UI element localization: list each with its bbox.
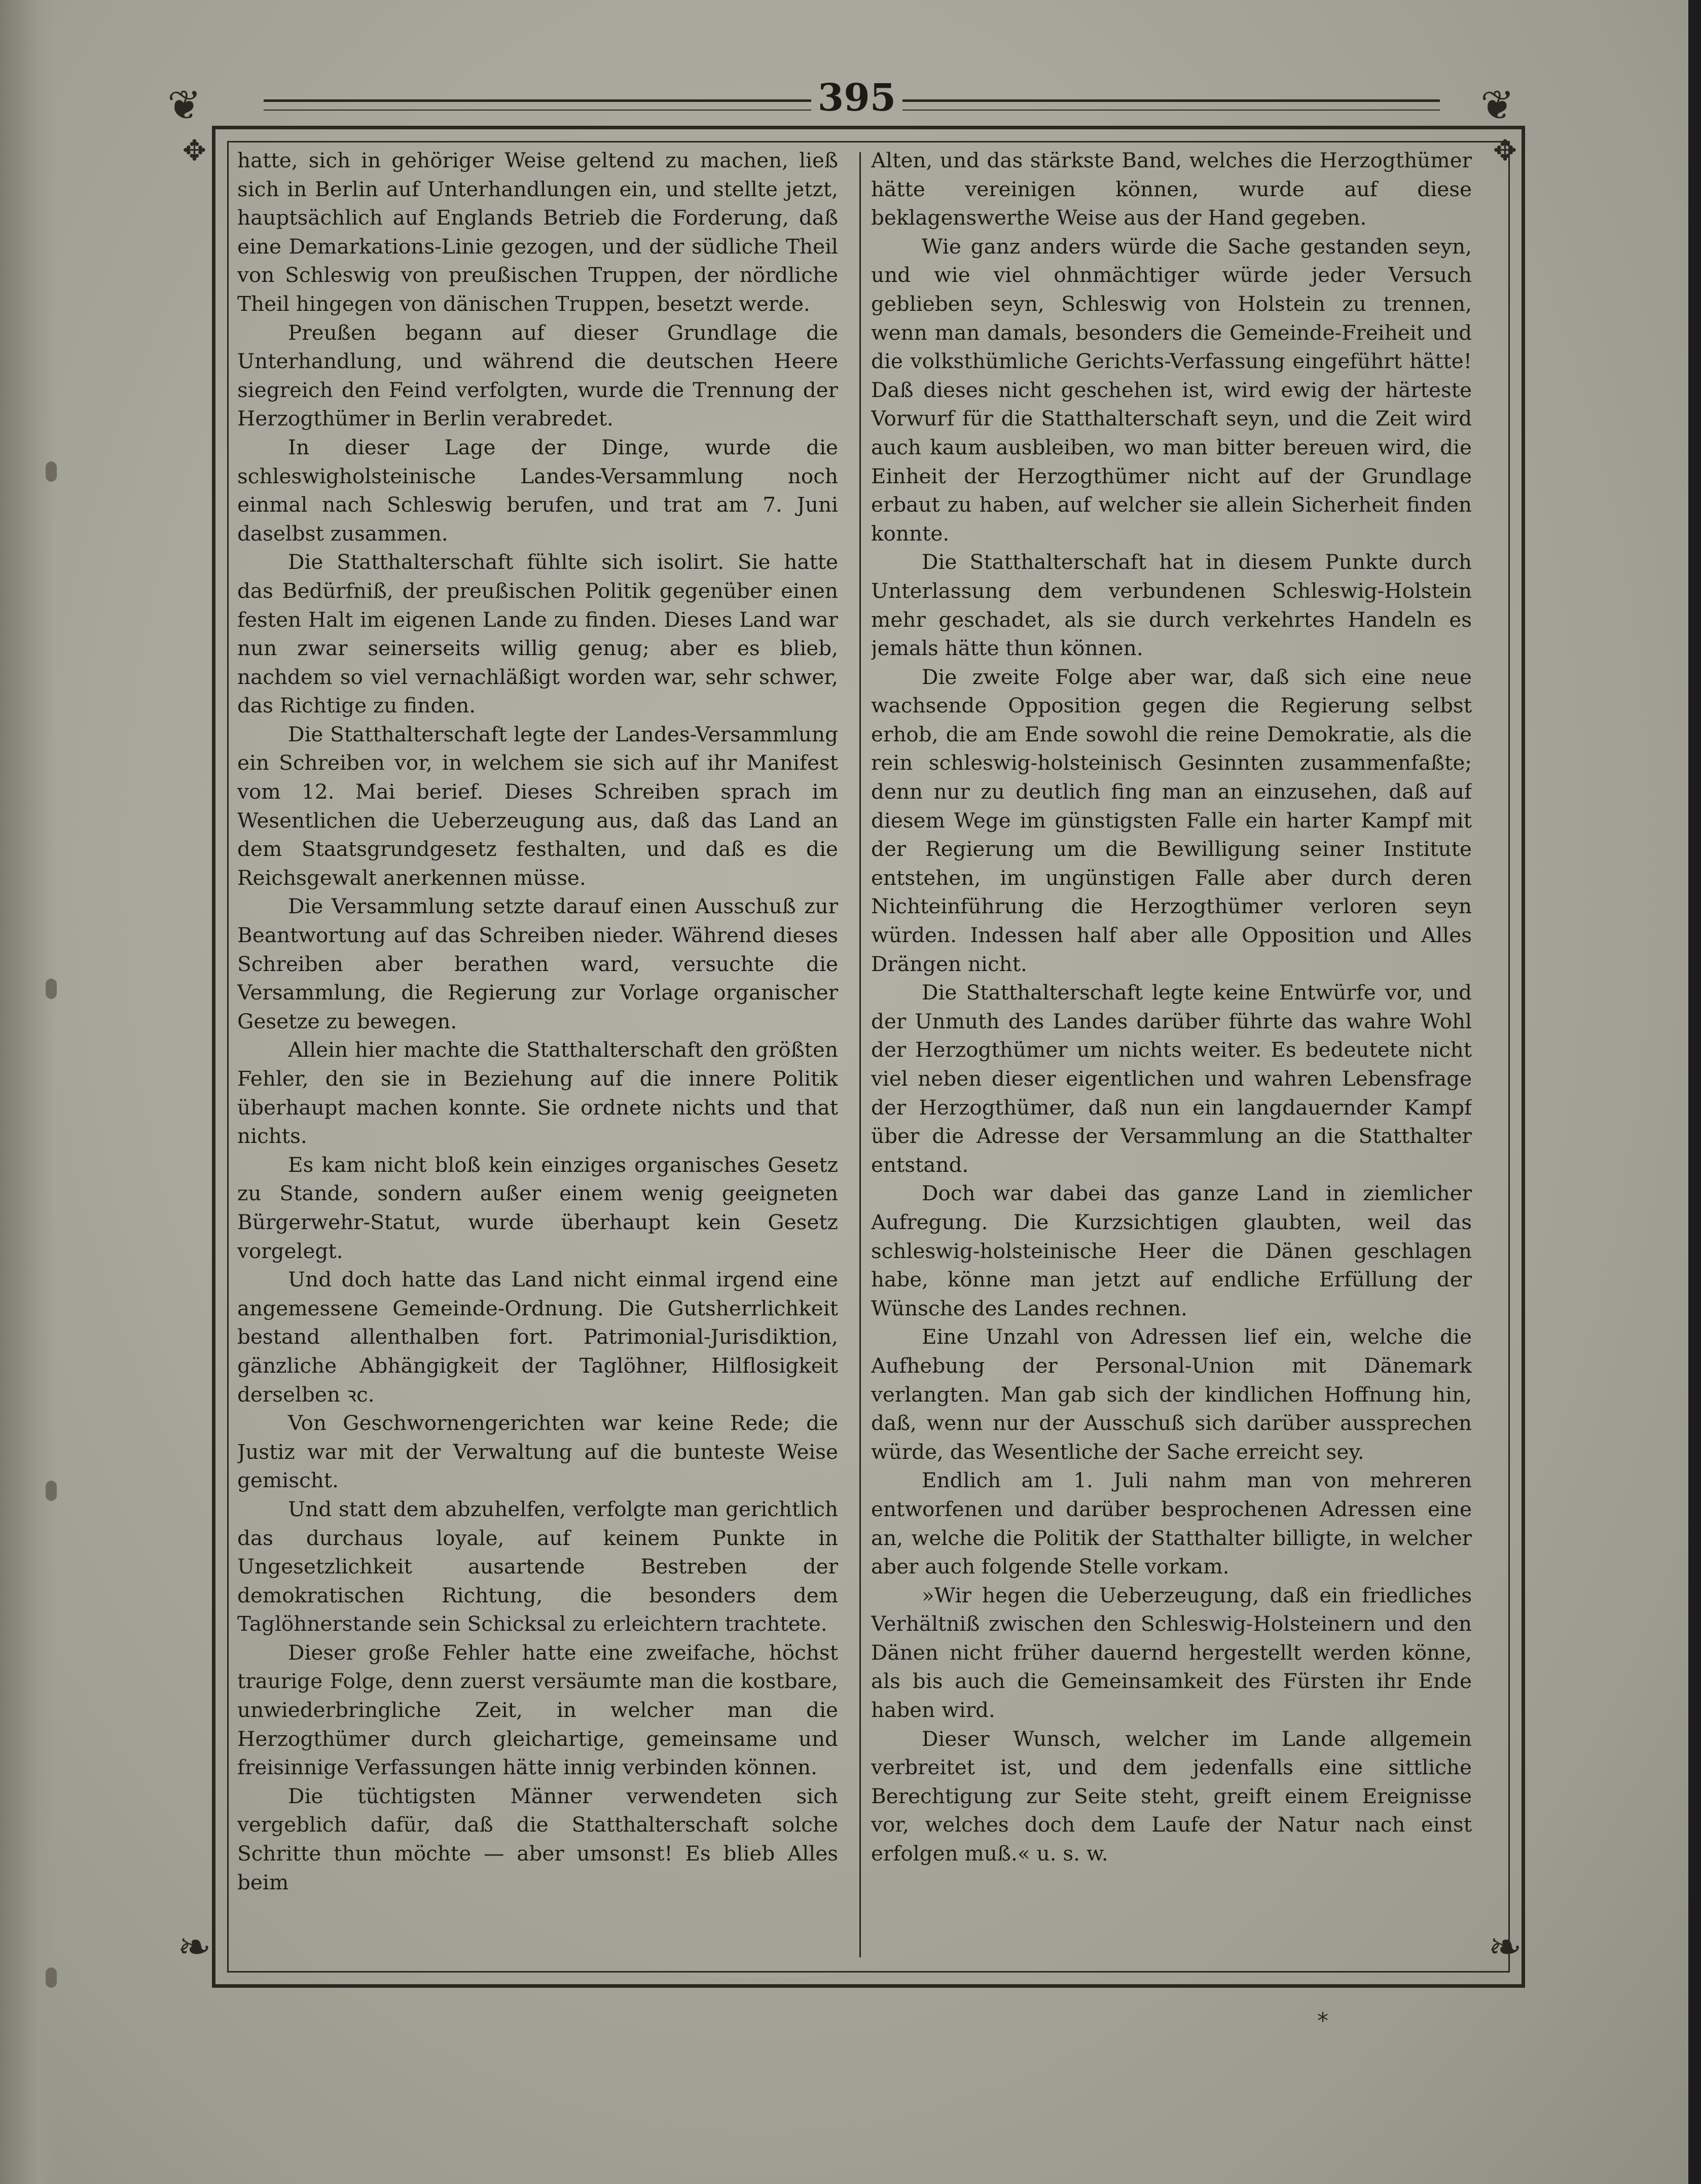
binding-stitch	[46, 1967, 57, 1988]
paragraph: Alten, und das stärkste Band, welches die Herzogthümer hätte vereinigen können, wurde auf diese beklagenswerthe Weise aus der Hand gegeben.	[871, 148, 1472, 230]
paragraph: Es kam nicht bloß kein einziges organisches Gesetz zu Stande, sondern außer einem wenig geeigneten Bürgerwehr-Statut, wurde überhaupt kein Gesetz vorgelegt.	[237, 1152, 838, 1263]
binding-stitch	[46, 461, 57, 482]
corner-ornament-bottom-right-icon: ❧	[1488, 1923, 1523, 1971]
text-column-right	[871, 146, 1472, 1956]
border-ornament-left-icon: ✥	[183, 134, 206, 167]
corner-ornament-bottom-left-icon: ❧	[177, 1923, 212, 1971]
paragraph: »Wir hegen die Ueberzeugung, daß ein friedliches Verhältniß zwischen den Schleswig-Holsteinern und den Dänen nicht früher dauernd hergestellt werden könne, als bis auch die Gemeinsamkeit des Fürsten ihr Ende haben wird.	[871, 1583, 1472, 1723]
paragraph: Dieser Wunsch, welcher im Lande allgemein verbreitet ist, und dem jedenfalls eine sittliche Berechtigung zur Seite steht, greift einem Ereignisse vor, welches doch dem Laufe der Natur nach einst erfolgen muß.« u. s. w.	[871, 1726, 1472, 1866]
binding-stitch	[46, 1481, 57, 1501]
paragraph: Die Statthalterschaft legte der Landes-Versammlung ein Schreiben vor, in welchem sie sich auf ihr Manifest vom 12. Mai berief. Dieses Schreiben sprach im Wesentlichen die Ueberzeugung aus, daß das Land an dem Staatsgrundgesetz festhalten, und daß es die Reichsgewalt anerkennen müsse.	[237, 722, 838, 890]
binding-stitch	[46, 979, 57, 999]
page-number: 395	[817, 76, 896, 120]
text-column-left	[237, 146, 838, 1956]
paragraph: Wie ganz anders würde die Sache gestanden seyn, und wie viel ohnmächtiger würde jeder Versuch geblieben seyn, Schleswig von Holstein zu trennen, wenn man damals, besonders die Gemeinde-Freiheit und die volksthümliche Gerichts-Verfassung eingeführt hätte! Daß dieses nicht geschehen ist, wird ewig der härteste Vorwurf für die Statthalterschaft seyn, und die Zeit wird auch kaum ausbleiben, wo man bitter bereuen wird, die Einheit der Herzogthümer nicht auf der Grundlage erbaut zu haben, auf welcher sie allein Sicherheit finden konnte.	[871, 234, 1472, 546]
paragraph: Die Statthalterschaft legte keine Entwürfe vor, und der Unmuth des Landes darüber führte das wahre Wohl der Herzogthümer um nichts weiter. Es bedeutete nicht viel neben dieser eigentlichen und wahren Lebensfrage der Herzogthümer, daß nun ein langdauernder Kampf über die Adresse der Versammlung an die Statthalter entstand.	[871, 980, 1472, 1177]
paragraph: Allein hier machte die Statthalterschaft den größten Fehler, den sie in Beziehung auf die innere Politik überhaupt machen konnte. Sie ordnete nichts und that nichts.	[237, 1037, 838, 1149]
paragraph: Und statt dem abzuhelfen, verfolgte man gerichtlich das durchaus loyale, auf keinem Punkte in Ungesetzlichkeit ausartende Bestreben der demokratischen Richtung, die besonders dem Taglöhnerstande sein Schicksal zu erleichtern trachtete.	[237, 1496, 838, 1636]
paragraph: Und doch hatte das Land nicht einmal irgend eine angemessene Gemeinde-Ordnung. Die Gutsherrlichkeit bestand allenthalben fort. Patrimonial-Jurisdiktion, gänzliche Abhängigkeit der Taglöhner, Hilflosigkeit derselben ꝛc.	[237, 1267, 838, 1407]
paragraph: Doch war dabei das ganze Land in ziemlicher Aufregung. Die Kurzsichtigen glaubten, weil das schleswig-holsteinische Heer die Dänen geschlagen habe, könne man jetzt auf endliche Erfüllung der Wünsche des Landes rechnen.	[871, 1181, 1472, 1320]
corner-ornament-top-left-icon: ❦	[167, 82, 202, 129]
page-binding-edge	[0, 0, 56, 2184]
paragraph: Die tüchtigsten Männer verwendeten sich vergeblich dafür, daß die Statthalterschaft solche Schritte thun möchte — aber umsonst! Es blieb Alles beim	[237, 1783, 838, 1894]
border-ornament-right-icon: ✥	[1493, 134, 1517, 167]
paragraph: Preußen begann auf dieser Grundlage die Unterhandlung, und während die deutschen Heere siegreich den Feind verfolgten, wurde die Trennung der Herzogthümer in Berlin verabredet.	[237, 320, 838, 431]
corner-ornament-top-right-icon: ❦	[1480, 82, 1515, 129]
paragraph: Die zweite Folge aber war, daß sich eine neue wachsende Opposition gegen die Regierung selbst erhob, die am Ende sowohl die reine Demokratie, als die rein schleswig-holsteinisch Gesinnten zusammenfaßte; denn nur zu deutlich fing man an einzusehen, daß auf diesem Wege im günstigsten Falle ein harter Kampf mit der Regierung um die Bewilligung seiner Institute entstehen, im ungünstigen Falle aber durch deren Nichteinführung die Herzogthümer verloren seyn würden. Indessen half aber alle Opposition und Alles Drängen nicht.	[871, 664, 1472, 976]
paragraph: Die Statthalterschaft fühlte sich isolirt. Sie hatte das Bedürfniß, der preußischen Politik gegenüber einen festen Halt im eigenen Lande zu finden. Dieses Land war nun zwar seinerseits willig genug; aber es blieb, nachdem so viel vernachläßigt worden war, sehr schwer, das Richtige zu finden.	[237, 550, 838, 718]
header-rule-right	[902, 99, 1440, 111]
paragraph: Eine Unzahl von Adressen lief ein, welche die Aufhebung der Personal-Union mit Dänemark verlangten. Man gab sich der kindlichen Hoffnung hin, daß, wenn nur der Ausschuß sich darüber aussprechen würde, das Wesentliche der Sache erreicht sey.	[871, 1324, 1472, 1464]
paragraph: Die Versammlung setzte darauf einen Ausschuß zur Beantwortung auf das Schreiben nieder. Während dieses Schreiben aber berathen ward, versuchte die Versammlung, die Regierung zur Vorlage organischer Gesetze zu bewegen.	[237, 894, 838, 1033]
paragraph: Dieser große Fehler hatte eine zweifache, höchst traurige Folge, denn zuerst versäumte man die kostbare, unwiederbringliche Zeit, in welcher man die Herzogthümer durch gleichartige, gemeinsame und freisinnige Verfassungen hätte innig verbinden können.	[237, 1640, 838, 1780]
paragraph: Von Geschwornengerichten war keine Rede; die Justiz war mit der Verwaltung auf die bunteste Weise gemischt.	[237, 1411, 838, 1493]
header-rule-left	[264, 99, 811, 111]
column-divider	[859, 152, 861, 1957]
paragraph: In dieser Lage der Dinge, wurde die schleswigholsteinische Landes-Versammlung noch einmal nach Schleswig berufen, und trat am 7. Juni daselbst zusammen.	[237, 435, 838, 546]
printer-mark-icon: *	[1317, 2008, 1328, 2034]
paragraph: Die Statthalterschaft hat in diesem Punkte durch Unterlassung dem verbundenen Schleswig-Holstein mehr geschadet, als sie durch verkehrtes Handeln es jemals hätte thun können.	[871, 550, 1472, 661]
paragraph: Endlich am 1. Juli nahm man von mehreren entworfenen und darüber besprochenen Adressen eine an, welche die Politik der Statthalter billigte, in welcher aber auch folgende Stelle vorkam.	[871, 1468, 1472, 1579]
paragraph: hatte, sich in gehöriger Weise geltend zu machen, ließ sich in Berlin auf Unterhandlungen ein, und stellte jetzt, hauptsächlich auf Englands Betrieb die Forderung, daß eine Demarkations-Linie gezogen, und der südliche Theil von Schleswig von preußischen Truppen, der nördliche Theil hingegen von dänischen Truppen, besetzt werde.	[237, 148, 838, 316]
